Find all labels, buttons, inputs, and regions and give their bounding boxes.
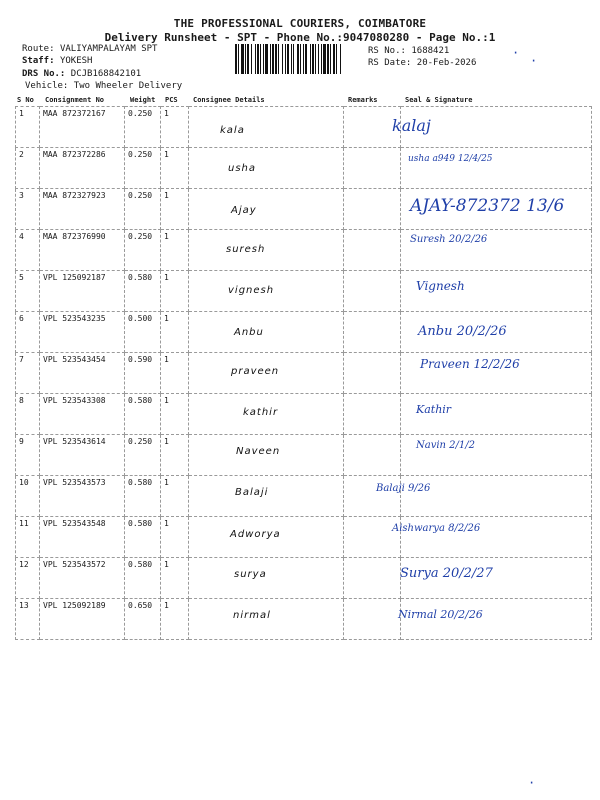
pcs-value: 1 — [164, 150, 169, 159]
rs-date-value: 20-Feb-2026 — [416, 58, 477, 68]
consignment-value: VPL 523543573 — [43, 478, 106, 487]
sno-value: 4 — [19, 232, 24, 241]
rs-date-label: RS Date: — [368, 58, 412, 68]
cell-weight — [125, 312, 161, 353]
signature-handwritten: AJAY-872372 13/6 — [410, 195, 565, 216]
ink-mark: · — [530, 54, 538, 68]
signature-handwritten: Navin 2/1/2 — [416, 440, 476, 452]
route-line — [22, 44, 157, 55]
consignee-handwritten-name: suresh — [226, 244, 266, 256]
cell-pcs — [161, 148, 189, 189]
cell-pcs — [161, 599, 189, 640]
pcs-value: 1 — [164, 355, 169, 364]
consignment-value: VPL 523543235 — [43, 314, 106, 323]
cell-sno — [16, 558, 40, 599]
table-row — [16, 394, 592, 435]
runsheet-subtitle: Delivery Runsheet - SPT - Phone No.:9047080280 - Page No.:1 — [104, 31, 496, 44]
drs-line — [22, 69, 141, 80]
signature-handwritten: Aishwarya 8/2/26 — [392, 523, 481, 534]
remarks-cell — [344, 230, 401, 271]
cell-consignment — [40, 476, 125, 517]
pcs-value: 1 — [164, 396, 169, 405]
route-value: VALIYAMPALAYAM SPT — [59, 44, 158, 54]
consignee-handwritten-name: usha — [228, 162, 257, 174]
cell-weight — [125, 230, 161, 271]
cell-weight — [125, 517, 161, 558]
pcs-value: 1 — [164, 191, 169, 200]
consignee-handwritten-name: Anbu — [234, 326, 264, 338]
sno-value: 12 — [19, 560, 29, 569]
consignment-value: MAA 872376990 — [43, 232, 106, 241]
rs-date-line — [368, 58, 476, 69]
cell-weight — [125, 599, 161, 640]
consignee-handwritten-name: Ajay — [231, 205, 257, 217]
consignee-cell — [189, 312, 344, 353]
col-pcs-header: PCS — [165, 96, 178, 104]
col-consignment-header: Consignment No — [45, 96, 105, 104]
remarks-cell — [344, 189, 401, 230]
drs-value: DCJB168842101 — [70, 69, 142, 79]
weight-value: 0.580 — [128, 519, 153, 528]
consignee-handwritten-name: kala — [220, 125, 245, 136]
staff-value: YOKESH — [59, 56, 93, 66]
signature-handwritten: kalaj — [392, 116, 431, 135]
sno-value: 2 — [19, 150, 24, 159]
cell-weight — [125, 394, 161, 435]
consignment-value: VPL 523543572 — [43, 560, 106, 569]
cell-sno — [16, 271, 40, 312]
sno-value: 3 — [19, 191, 24, 200]
ink-mark: · — [512, 46, 520, 60]
consignment-value: MAA 872372167 — [43, 109, 106, 118]
consignee-handwritten-name: Adworya — [230, 529, 281, 541]
cell-sno — [16, 148, 40, 189]
consignee-handwritten-name: Naveen — [236, 446, 281, 458]
consignee-cell — [189, 189, 344, 230]
weight-value: 0.250 — [128, 232, 153, 241]
cell-pcs — [161, 271, 189, 312]
col-consignee-header: Consignee Details — [193, 96, 265, 104]
cell-pcs — [161, 517, 189, 558]
remarks-cell — [344, 599, 401, 640]
drs-label: DRS No.: — [22, 69, 66, 79]
cell-weight — [125, 148, 161, 189]
cell-consignment — [40, 230, 125, 271]
signature-handwritten: Anbu 20/2/26 — [418, 324, 507, 339]
consignment-value: VPL 125092189 — [43, 601, 106, 610]
weight-value: 0.580 — [128, 560, 153, 569]
consignee-handwritten-name: nirmal — [233, 610, 271, 622]
weight-value: 0.580 — [128, 478, 153, 487]
weight-value: 0.250 — [128, 150, 153, 159]
pcs-value: 1 — [164, 478, 169, 487]
table-row — [16, 517, 592, 558]
col-remarks-header: Remarks — [348, 96, 378, 104]
pcs-value: 1 — [164, 232, 169, 241]
cell-consignment — [40, 558, 125, 599]
consignee-handwritten-name: vignesh — [228, 284, 275, 296]
weight-value: 0.580 — [128, 396, 153, 405]
remarks-cell — [344, 353, 401, 394]
weight-value: 0.250 — [128, 109, 153, 118]
pcs-value: 1 — [164, 519, 169, 528]
signature-handwritten: Kathir — [416, 402, 452, 416]
consignee-cell — [189, 230, 344, 271]
vehicle-label: Vehicle: — [25, 81, 69, 91]
route-label: Route: — [22, 44, 55, 54]
consignment-value: VPL 523543454 — [43, 355, 106, 364]
cell-weight — [125, 107, 161, 148]
cell-pcs — [161, 230, 189, 271]
signature-handwritten: Nirmal 20/2/26 — [398, 607, 483, 621]
remarks-cell — [344, 558, 401, 599]
weight-value: 0.500 — [128, 314, 153, 323]
remarks-cell — [344, 312, 401, 353]
cell-consignment — [40, 599, 125, 640]
cell-pcs — [161, 476, 189, 517]
cell-sno — [16, 394, 40, 435]
consignment-value: MAA 872372286 — [43, 150, 106, 159]
vehicle-value: Two Wheeler Delivery — [73, 81, 183, 91]
cell-pcs — [161, 435, 189, 476]
cell-sno — [16, 476, 40, 517]
sno-value: 5 — [19, 273, 24, 282]
sno-value: 10 — [19, 478, 29, 487]
cell-consignment — [40, 517, 125, 558]
staff-label: Staff: — [22, 56, 55, 66]
cell-consignment — [40, 107, 125, 148]
consignee-handwritten-name: surya — [234, 569, 267, 581]
consignee-cell — [189, 148, 344, 189]
weight-value: 0.580 — [128, 273, 153, 282]
cell-pcs — [161, 558, 189, 599]
cell-weight — [125, 558, 161, 599]
cell-pcs — [161, 394, 189, 435]
consignment-value: VPL 523543548 — [43, 519, 106, 528]
consignment-value: MAA 872327923 — [43, 191, 106, 200]
remarks-cell — [344, 394, 401, 435]
cell-weight — [125, 353, 161, 394]
cell-consignment — [40, 312, 125, 353]
cell-consignment — [40, 435, 125, 476]
consignee-handwritten-name: praveen — [231, 366, 280, 378]
cell-weight — [125, 189, 161, 230]
cell-sno — [16, 107, 40, 148]
pcs-value: 1 — [164, 601, 169, 610]
cell-consignment — [40, 271, 125, 312]
remarks-cell — [344, 271, 401, 312]
pcs-value: 1 — [164, 109, 169, 118]
pcs-value: 1 — [164, 560, 169, 569]
consignment-value: VPL 125092187 — [43, 273, 106, 282]
col-seal-header: Seal & Signature — [405, 96, 473, 104]
seal-signature-cell — [401, 476, 592, 517]
table-row — [16, 476, 592, 517]
signature-handwritten: Balaji 9/26 — [376, 483, 431, 495]
cell-consignment — [40, 353, 125, 394]
weight-value: 0.250 — [128, 191, 153, 200]
sno-value: 11 — [19, 519, 29, 528]
cell-pcs — [161, 107, 189, 148]
rs-no-label: RS No.: — [368, 46, 406, 56]
sno-value: 1 — [19, 109, 24, 118]
cell-consignment — [40, 394, 125, 435]
pcs-value: 1 — [164, 273, 169, 282]
cell-pcs — [161, 353, 189, 394]
signature-handwritten: Surya 20/2/27 — [400, 565, 493, 581]
sno-value: 9 — [19, 437, 24, 446]
col-sno-header: S No — [17, 96, 34, 104]
rs-no-value: 1688421 — [411, 46, 450, 56]
table-row — [16, 271, 592, 312]
col-weight-header: Weight — [130, 96, 156, 104]
remarks-cell — [344, 476, 401, 517]
cell-pcs — [161, 189, 189, 230]
cell-sno — [16, 435, 40, 476]
consignment-value: VPL 523543308 — [43, 396, 106, 405]
consignee-handwritten-name: Balaji — [235, 486, 269, 498]
vehicle-line — [25, 81, 182, 92]
consignee-cell — [189, 107, 344, 148]
cell-weight — [125, 435, 161, 476]
cell-weight — [125, 476, 161, 517]
remarks-cell — [344, 148, 401, 189]
weight-value: 0.650 — [128, 601, 153, 610]
signature-handwritten: Suresh 20/2/26 — [410, 234, 488, 246]
cell-consignment — [40, 189, 125, 230]
signature-handwritten: usha a949 12/4/25 — [408, 153, 493, 164]
consignment-value: VPL 523543614 — [43, 437, 106, 446]
remarks-cell — [344, 435, 401, 476]
cell-pcs — [161, 312, 189, 353]
barcode-image — [234, 44, 362, 74]
cell-sno — [16, 599, 40, 640]
weight-value: 0.250 — [128, 437, 153, 446]
table-row — [16, 148, 592, 189]
cell-sno — [16, 517, 40, 558]
staff-line — [22, 56, 92, 67]
sno-value: 7 — [19, 355, 24, 364]
table-row — [16, 599, 592, 640]
cell-sno — [16, 353, 40, 394]
ink-mark: · — [528, 776, 536, 790]
weight-value: 0.590 — [128, 355, 153, 364]
cell-sno — [16, 312, 40, 353]
pcs-value: 1 — [164, 314, 169, 323]
pcs-value: 1 — [164, 437, 169, 446]
table-row — [16, 435, 592, 476]
sno-value: 13 — [19, 601, 29, 610]
table-row — [16, 107, 592, 148]
cell-sno — [16, 189, 40, 230]
company-title: THE PROFESSIONAL COURIERS, COIMBATORE — [173, 17, 427, 30]
cell-sno — [16, 230, 40, 271]
table-row — [16, 558, 592, 599]
signature-handwritten: Praveen 12/2/26 — [420, 356, 520, 371]
cell-consignment — [40, 148, 125, 189]
cell-weight — [125, 271, 161, 312]
signature-handwritten: Vignesh — [416, 279, 465, 294]
sno-value: 6 — [19, 314, 24, 323]
table-row — [16, 230, 592, 271]
runsheet-table — [15, 106, 592, 640]
sno-value: 8 — [19, 396, 24, 405]
consignee-handwritten-name: kathir — [243, 406, 279, 418]
rs-no-line — [368, 46, 449, 57]
